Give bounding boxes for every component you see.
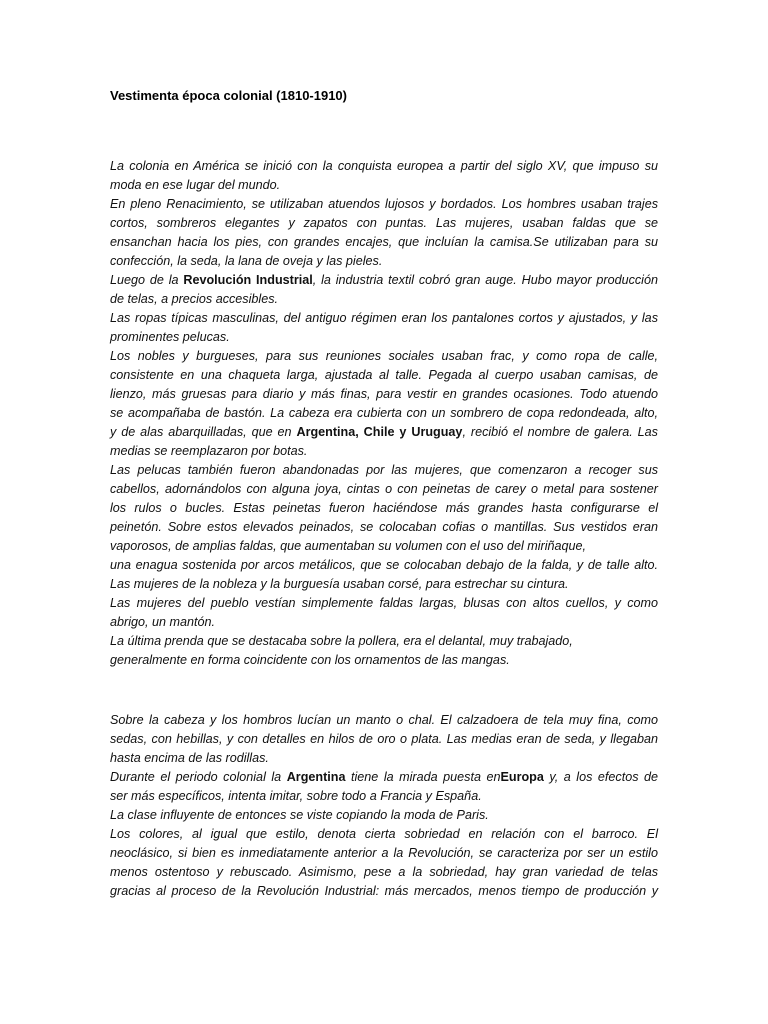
text-run: peinetón. Sobre estos elevados peinados, se colocaban cofias o mantillas. Sus vestidos eran bbox=[110, 520, 658, 534]
text-line bbox=[110, 575, 658, 594]
text-run: consistente en una chaqueta larga, ajustada al talle. Pegada al cuerpo usaban camisas, de bbox=[110, 368, 658, 382]
text-run: Las pelucas también fueron abandonadas por las mujeres, que comenzaron a recoger sus bbox=[110, 463, 658, 477]
text-run: cortos, sombreros elegantes y zapatos con puntas. Las mujeres, usaban faldas que se bbox=[110, 216, 658, 230]
bold-text: Revolución Industrial bbox=[183, 273, 313, 287]
text-run: hasta encima de las rodillas. bbox=[110, 751, 269, 765]
text-run: cabellos, adornándolos con alguna joya, cintas o con peinetas de carey o metal para sostener bbox=[110, 482, 658, 496]
text-run: , la industria textil cobró gran auge. Hubo mayor producción bbox=[312, 273, 658, 287]
text-line bbox=[110, 176, 658, 195]
text-run: neoclásico, si bien es inmediatamente anterior a la Revolución, se caracteriza por ser un estilo bbox=[110, 846, 658, 860]
text-line bbox=[110, 518, 658, 537]
text-line bbox=[110, 651, 658, 670]
text-line bbox=[110, 366, 658, 385]
text-run: vaporosos, de amplias faldas, que aumentaban su volumen con el uso del miriñaque, bbox=[110, 539, 587, 553]
text-run: Las mujeres de la nobleza y la burguesía usaban corsé, para estrechar su cintura. bbox=[110, 577, 569, 591]
text-run: moda en ese lugar del mundo. bbox=[110, 178, 281, 192]
text-line bbox=[110, 730, 658, 749]
text-line bbox=[110, 442, 658, 461]
text-line bbox=[110, 882, 658, 901]
text-run: y de alas abarquilladas, que en bbox=[110, 425, 297, 439]
text-run: confección, la seda, la lana de oveja y las pieles. bbox=[110, 254, 383, 268]
text-line bbox=[110, 594, 658, 613]
text-line bbox=[110, 632, 658, 651]
text-run: Luego de la bbox=[110, 273, 184, 287]
text-line bbox=[110, 347, 658, 366]
text-run: ser más específicos, intenta imitar, sobre todo a Francia y España. bbox=[110, 789, 482, 803]
text-line bbox=[110, 404, 658, 423]
text-line bbox=[110, 556, 658, 575]
bold-text: Europa bbox=[500, 770, 544, 784]
text-run: Durante el periodo colonial la bbox=[110, 770, 287, 784]
text-line bbox=[110, 423, 658, 442]
text-line bbox=[110, 825, 658, 844]
text-line bbox=[110, 613, 658, 632]
text-run: prominentes pelucas. bbox=[110, 330, 230, 344]
text-line bbox=[110, 157, 658, 176]
text-line bbox=[110, 768, 658, 787]
text-run: La última prenda que se destacaba sobre la pollera, era el delantal, muy trabajado, bbox=[110, 634, 573, 648]
text-line bbox=[110, 480, 658, 499]
text-run: generalmente en forma coincidente con los ornamentos de las mangas. bbox=[110, 653, 510, 667]
text-line bbox=[110, 844, 658, 863]
text-run: los rulos o bucles. Estas peinetas fueron haciéndose más grandes hasta configurarse el bbox=[110, 501, 658, 515]
text-run: Los colores, al igual que estilo, denota cierta sobriedad en relación con el barroco. El bbox=[110, 827, 658, 841]
paragraph-block-2 bbox=[110, 711, 658, 901]
text-run: La colonia en América se inició con la conquista europea a partir del siglo XV, que impuso su bbox=[110, 159, 658, 173]
text-line bbox=[110, 806, 658, 825]
text-line bbox=[110, 214, 658, 233]
text-run: En pleno Renacimiento, se utilizaban atuendos lujosos y bordados. Los hombres usaban trajes bbox=[110, 197, 658, 211]
document-title: Vestimenta época colonial (1810-1910) bbox=[110, 88, 347, 103]
paragraph-block-1 bbox=[110, 157, 658, 670]
text-line bbox=[110, 863, 658, 882]
text-run: gracias al proceso de la Revolución Industrial: más mercados, menos tiempo de producción y bbox=[110, 884, 658, 898]
text-run: Los nobles y burgueses, para sus reuniones sociales usaban frac, y como ropa de calle, bbox=[110, 349, 658, 363]
text-line bbox=[110, 787, 658, 806]
text-run: abrigo, un mantón. bbox=[110, 615, 216, 629]
bold-text: Argentina bbox=[286, 770, 346, 784]
text-line bbox=[110, 233, 658, 252]
text-run: lienzo, más gruesas para diario y más finas, para vestir en grandes ocasiones. Todo atuendo bbox=[110, 387, 658, 401]
text-run: sedas, con hebillas, y con detalles en hilos de oro o plata. Las medias eran de seda, y llegaban bbox=[110, 732, 658, 746]
text-run: medias se reemplazaron por botas. bbox=[110, 444, 308, 458]
text-run: Las mujeres del pueblo vestían simplemente faldas largas, blusas con altos cuellos, y como bbox=[110, 596, 658, 610]
text-run: se acompañaba de bastón. La cabeza era cubierta con un sombrero de copa redondeada, alto, bbox=[110, 406, 658, 420]
text-line bbox=[110, 328, 658, 347]
text-line bbox=[110, 195, 658, 214]
text-run: una enagua sostenida por arcos metálicos, que se colocaban debajo de la falda, y de talle alto. bbox=[110, 558, 658, 572]
text-line bbox=[110, 499, 658, 518]
text-line bbox=[110, 252, 658, 271]
text-run: tiene la mirada puesta en bbox=[345, 770, 501, 784]
text-line bbox=[110, 271, 658, 290]
text-run: y, a los efectos de bbox=[543, 770, 659, 784]
text-line bbox=[110, 537, 658, 556]
text-line bbox=[110, 385, 658, 404]
text-run: , recibió el nombre de galera. Las bbox=[462, 425, 658, 439]
text-run: Sobre la cabeza y los hombros lucían un manto o chal. El calzadoera de tela muy fina, como bbox=[110, 713, 658, 727]
text-run: de telas, a precios accesibles. bbox=[110, 292, 279, 306]
text-line bbox=[110, 711, 658, 730]
bold-text: Argentina, Chile y Uruguay bbox=[296, 425, 463, 439]
text-run: ensanchan hacia los pies, con grandes encajes, que incluían la camisa.Se utilizaban para su bbox=[110, 235, 658, 249]
text-line bbox=[110, 461, 658, 480]
text-run: menos ostentoso y rebuscado. Asimismo, pese a la sobriedad, hay gran variedad de telas bbox=[110, 865, 658, 879]
text-run: La clase influyente de entonces se viste copiando la moda de Paris. bbox=[110, 808, 489, 822]
text-run: Las ropas típicas masculinas, del antiguo régimen eran los pantalones cortos y ajustados, y las bbox=[110, 311, 658, 325]
text-line bbox=[110, 309, 658, 328]
text-line bbox=[110, 290, 658, 309]
text-line bbox=[110, 749, 658, 768]
